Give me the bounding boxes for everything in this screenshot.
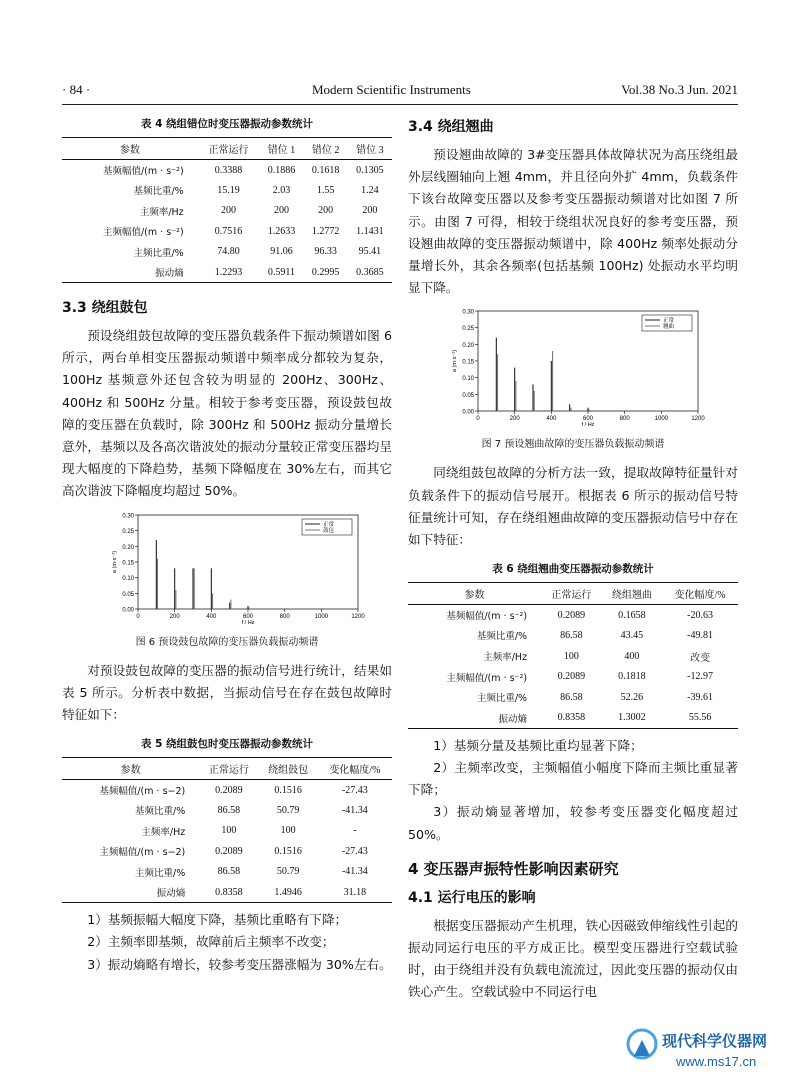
- table-cell: 0.1305: [356, 164, 384, 176]
- left-column: [62, 112, 392, 976]
- table-cell: 0.2089: [557, 609, 586, 621]
- table-cell: 0.2089: [557, 671, 586, 683]
- table-row: [62, 841, 392, 862]
- table-cell: 1.4946: [258, 882, 317, 903]
- table-cell: 0.1516: [274, 845, 302, 857]
- table-cell: -12.97: [687, 671, 713, 683]
- table-cell: 0.8358: [541, 708, 602, 729]
- x-tick-label: 0: [136, 613, 140, 620]
- table-cell: 基频幅值/(m · s⁻²): [102, 166, 184, 177]
- table-cell: 基频幅值/(m · s−2): [99, 786, 186, 798]
- table-row: [62, 780, 392, 801]
- table-header-cell: 错位 1: [259, 138, 303, 160]
- watermark-logo: [622, 1016, 792, 1078]
- figure-7-chart: [448, 305, 708, 427]
- y-tick-label: 0.30: [122, 513, 134, 520]
- table-cell: 200: [273, 205, 289, 217]
- table-row: [62, 180, 392, 201]
- table-cell: 主频幅值/(m · s⁻²): [446, 672, 528, 684]
- table6-findings: [408, 735, 738, 846]
- figure-6-chart: [108, 509, 368, 625]
- y-axis-label: a (m·s⁻²): [112, 550, 118, 573]
- table6: [408, 582, 738, 729]
- table-cell: 95.41: [358, 246, 382, 258]
- table-header-cell: 绕组翘曲: [602, 583, 663, 605]
- x-axis-label: f / Hz: [241, 619, 255, 625]
- table-row: [408, 605, 738, 626]
- table-row: [62, 201, 392, 222]
- table-cell: 0.2089: [215, 845, 243, 857]
- legend-label: 翘曲: [663, 324, 675, 331]
- table-cell: 86.58: [217, 804, 241, 816]
- y-tick-label: 0.00: [462, 409, 474, 416]
- table-cell: 0.1886: [267, 164, 296, 176]
- section-3-3-title: 3.3 绕组鼓包: [62, 300, 148, 316]
- table5-findings: [62, 909, 392, 976]
- section-4-title: 4 变压器声振特性影响因素研究: [408, 859, 619, 878]
- table-cell: 1.2772: [311, 225, 340, 237]
- table-row: [408, 687, 738, 708]
- table-cell: 基频比重/%: [133, 186, 184, 198]
- watermark-name: 现代科学仪器网: [662, 1032, 768, 1050]
- table-cell: 200: [362, 205, 378, 217]
- table-cell: 1.2633: [267, 225, 296, 237]
- table-header-cell: 绕组鼓包: [258, 758, 317, 780]
- table5-caption: 表 5 绕组鼓包时变压器振动参数统计: [140, 738, 314, 751]
- y-tick-label: 0.20: [122, 544, 134, 551]
- table-row: [408, 667, 738, 688]
- x-tick-label: 0: [476, 416, 480, 423]
- watermark-url: www.ms17.cn: [676, 1054, 757, 1069]
- x-tick-label: 200: [509, 416, 520, 423]
- table-cell: 0.2995: [304, 262, 348, 283]
- table-cell: -27.43: [341, 784, 368, 796]
- table-cell: 86.58: [560, 691, 583, 703]
- table-cell: 0.2089: [215, 784, 243, 796]
- legend-label: 正常: [663, 318, 675, 325]
- legend-label: 鼓包: [323, 527, 335, 534]
- y-tick-label: 0.30: [462, 309, 474, 316]
- table-cell: 15.19: [217, 184, 240, 196]
- table-cell: 1.1431: [356, 225, 384, 237]
- table-cell: 52.26: [620, 691, 644, 703]
- y-tick-label: 0.20: [462, 343, 474, 350]
- x-axis-label: f / Hz: [581, 422, 595, 428]
- table-cell: 43.45: [620, 629, 644, 641]
- table-cell: 振动熵: [408, 708, 541, 729]
- table-row: [408, 625, 738, 646]
- table-cell: 400: [624, 650, 640, 662]
- table-cell: -49.81: [687, 629, 713, 641]
- table-cell: 主频率/Hz: [141, 826, 186, 838]
- table-cell: 0.7516: [214, 225, 243, 237]
- table-row: [62, 262, 392, 283]
- table-row: [62, 242, 392, 263]
- table-header-cell: 参数: [408, 583, 541, 605]
- y-tick-label: 0.15: [122, 560, 134, 567]
- table-cell: 主频率/Hz: [483, 652, 528, 664]
- y-tick-label: 0.00: [122, 607, 134, 614]
- table-row: [62, 800, 392, 821]
- x-tick-label: 200: [169, 613, 180, 620]
- table-cell: 200: [221, 205, 237, 217]
- table-row: [408, 646, 738, 667]
- section-3-4-paragraph-2: 同绕组鼓包故障的分析方法一致，提取故障特征量针对负载条件下的振动信号展开。根据表 6 所示的振动信号特征量统计可知，存在绕组翘曲故障的变压器振动信号中存在如下特征：: [408, 465, 738, 548]
- finding-item: 1）基频振幅大幅度下降，基频比重略有下降；: [87, 912, 348, 928]
- section-3-3-paragraph-2: 对预设鼓包故障的变压器的振动信号进行统计，结果如表 5 所示。分析表中数据，当振动信号在存在鼓包故障时特征如下：: [62, 662, 392, 723]
- table-cell: 200: [318, 205, 334, 217]
- table-cell: 55.56: [662, 708, 738, 729]
- table-cell: 96.33: [314, 246, 337, 258]
- x-tick-label: 1200: [351, 613, 365, 620]
- figure-6: [108, 509, 392, 629]
- right-column: [408, 112, 738, 1004]
- table-cell: 基频比重/%: [135, 806, 186, 818]
- x-tick-label: 400: [206, 613, 217, 620]
- table-cell: 基频比重/%: [476, 631, 528, 643]
- table6-caption: 表 6 绕组翘曲变压器振动参数统计: [492, 563, 654, 576]
- x-tick-label: 600: [242, 613, 254, 620]
- table-row: [62, 821, 392, 842]
- table-cell: 主频比重/%: [133, 247, 184, 259]
- table-cell: 振动熵: [62, 882, 199, 903]
- table-header-cell: 变化幅度/%: [662, 583, 738, 605]
- y-tick-label: 0.10: [462, 376, 474, 383]
- table-cell: 主频率/Hz: [139, 206, 184, 218]
- table-cell: 0.8358: [199, 882, 258, 903]
- section-3-4-title: 3.4 绕组翘曲: [408, 119, 494, 135]
- finding-item: 1）基频分量及基频比重均显著下降；: [433, 737, 643, 753]
- x-tick-label: 1000: [314, 613, 329, 620]
- table-cell: 主频幅值/(m · s⁻²): [102, 227, 184, 239]
- table-row: [62, 882, 392, 903]
- finding-item: 3）振动熵显著增加，较参考变压器变化幅度超过 50%。: [408, 804, 738, 842]
- table-cell: 2.03: [272, 184, 291, 196]
- table-cell: 91.06: [270, 246, 293, 258]
- section-4-1-title: 4.1 运行电压的影响: [408, 889, 536, 906]
- table-cell: -20.63: [687, 609, 713, 621]
- table-cell: 0.1618: [311, 164, 340, 176]
- x-tick-label: 1000: [654, 416, 669, 423]
- section-3-4-paragraph-1: 预设翘曲故障的 3#变压器具体故障状况为高压绕组最外层线圈轴向上翘 4mm，并且径向外扩 4mm，负载条件下该台故障变压器以及参考变压器振动频谱对比如图 7 所示。由图 7 可得，相较于绕组状况良好的参考变压器，预设翘曲故障的变压器振动频谱中，除 400Hz 频率处振动分量增长外，其余各频率(包括基频 100Hz) 处振动水平均明显下降。: [408, 147, 738, 296]
- table-cell: 1.2293: [198, 262, 260, 283]
- table-cell: 100: [280, 825, 296, 837]
- x-tick-label: 1200: [691, 416, 705, 423]
- y-tick-label: 0.15: [462, 359, 474, 366]
- y-tick-label: 0.05: [462, 393, 474, 400]
- table-cell: 0.1516: [274, 784, 302, 796]
- table-header-cell: 错位 2: [304, 138, 348, 160]
- finding-item: 3）振动熵略有增长，较参考变压器涨幅为 30%左右。: [87, 956, 392, 972]
- watermark-flask-icon: [634, 1040, 650, 1056]
- table5: [62, 757, 392, 903]
- table-row: [62, 160, 392, 181]
- table-cell: 振动熵: [62, 262, 198, 283]
- table-cell: -39.61: [687, 691, 713, 703]
- table-cell: 1.55: [316, 184, 335, 196]
- table-header-cell: 参数: [62, 758, 199, 780]
- table-row: [62, 221, 392, 242]
- table-header-cell: 错位 3: [348, 138, 392, 160]
- table-row: [408, 708, 738, 729]
- table-header-cell: 正常运行: [198, 138, 260, 160]
- table-cell: 基频幅值/(m · s⁻²): [446, 611, 528, 623]
- table-header-cell: 变化幅度/%: [318, 758, 392, 780]
- table-cell: 改变: [690, 652, 711, 664]
- table-cell: 1.3002: [602, 708, 663, 729]
- x-tick-label: 400: [546, 416, 557, 423]
- table4-caption: 表 4 绕组错位时变压器振动参数统计: [140, 118, 314, 130]
- table-cell: 86.58: [217, 866, 241, 878]
- x-tick-label: 800: [279, 613, 290, 620]
- table-cell: 主频比重/%: [476, 693, 528, 705]
- page-number: · 84 ·: [62, 82, 91, 97]
- table-cell: -41.34: [341, 866, 368, 878]
- table-cell: 0.5911: [259, 262, 303, 283]
- header-rule: [62, 104, 738, 105]
- figure-6-caption: 图 6 预设鼓包故障的变压器负载振动频谱: [135, 636, 319, 648]
- y-tick-label: 0.25: [462, 326, 474, 333]
- finding-item: 2）主频率即基频，故障前后主频率不改变；: [87, 934, 335, 950]
- table-cell: 31.18: [318, 882, 392, 903]
- table-cell: 1.24: [361, 184, 379, 196]
- y-tick-label: 0.25: [122, 528, 134, 535]
- table-cell: 74.80: [217, 246, 240, 258]
- y-axis-label: a (m·s⁻²): [452, 350, 458, 373]
- table-header-cell: 正常运行: [541, 583, 602, 605]
- table-cell: -27.43: [341, 845, 368, 857]
- figure-7-caption: 图 7 预设翘曲故障的变压器负载振动频谱: [481, 439, 665, 451]
- table-cell: -: [353, 825, 357, 837]
- table-cell: 主频比重/%: [135, 867, 186, 879]
- table-cell: 100: [563, 650, 579, 662]
- y-tick-label: 0.10: [122, 575, 134, 582]
- table-cell: 0.3685: [348, 262, 392, 283]
- x-tick-label: 600: [582, 416, 594, 423]
- figure-7: [448, 305, 738, 431]
- table-cell: 0.1818: [618, 671, 646, 683]
- table-row: [62, 862, 392, 883]
- table-cell: 0.1658: [618, 609, 646, 621]
- table-cell: 86.58: [560, 629, 583, 641]
- table4: [62, 137, 392, 283]
- table-cell: 50.79: [276, 866, 300, 878]
- journal-name: Modern Scientific Instruments: [312, 82, 471, 97]
- table-cell: 50.79: [276, 804, 300, 816]
- issue-info: Vol.38 No.3 Jun. 2021: [621, 82, 738, 97]
- table-cell: 100: [221, 825, 237, 837]
- y-tick-label: 0.05: [122, 591, 134, 598]
- section-3-3-paragraph-1: 预设绕组鼓包故障的变压器负载条件下振动频谱如图 6 所示，两台单相变压器振动频谱中频率成分都较为复杂，100Hz 基频意外还包含较为明显的 200Hz、300Hz、400Hz 和 500Hz 分量。相较于参考变压器，预设鼓包故障的变压器在负载时，除 300Hz 和 500Hz 振动分量增长意外，基频以及各高次谐波处的振动分量较正常变压器均呈现大幅度的下降趋势，基频下降幅度在 30%左右，而其它高次谐波下降幅度均超过 50%。: [62, 328, 392, 499]
- section-4-1-paragraph: 根据变压器振动产生机理，铁心因磁致伸缩线性引起的振动同运行电压的平方成正比。模型变压器进行空载试验时，由于绕组并没有负载电流流过，因此变压器的振动仅由铁心产生。空载试验中不同运行电: [408, 917, 738, 1000]
- table-header-cell: 正常运行: [199, 758, 258, 780]
- finding-item: 2）主频率改变，主频幅值小幅度下降而主频比重显著下降；: [408, 759, 738, 798]
- table-header-cell: 参数: [62, 138, 198, 160]
- legend-label: 正常: [323, 521, 335, 528]
- table-cell: -41.34: [341, 804, 368, 816]
- table-cell: 主频幅值/(m · s−2): [99, 847, 186, 859]
- table-cell: 0.3388: [214, 164, 243, 176]
- x-tick-label: 800: [619, 416, 630, 423]
